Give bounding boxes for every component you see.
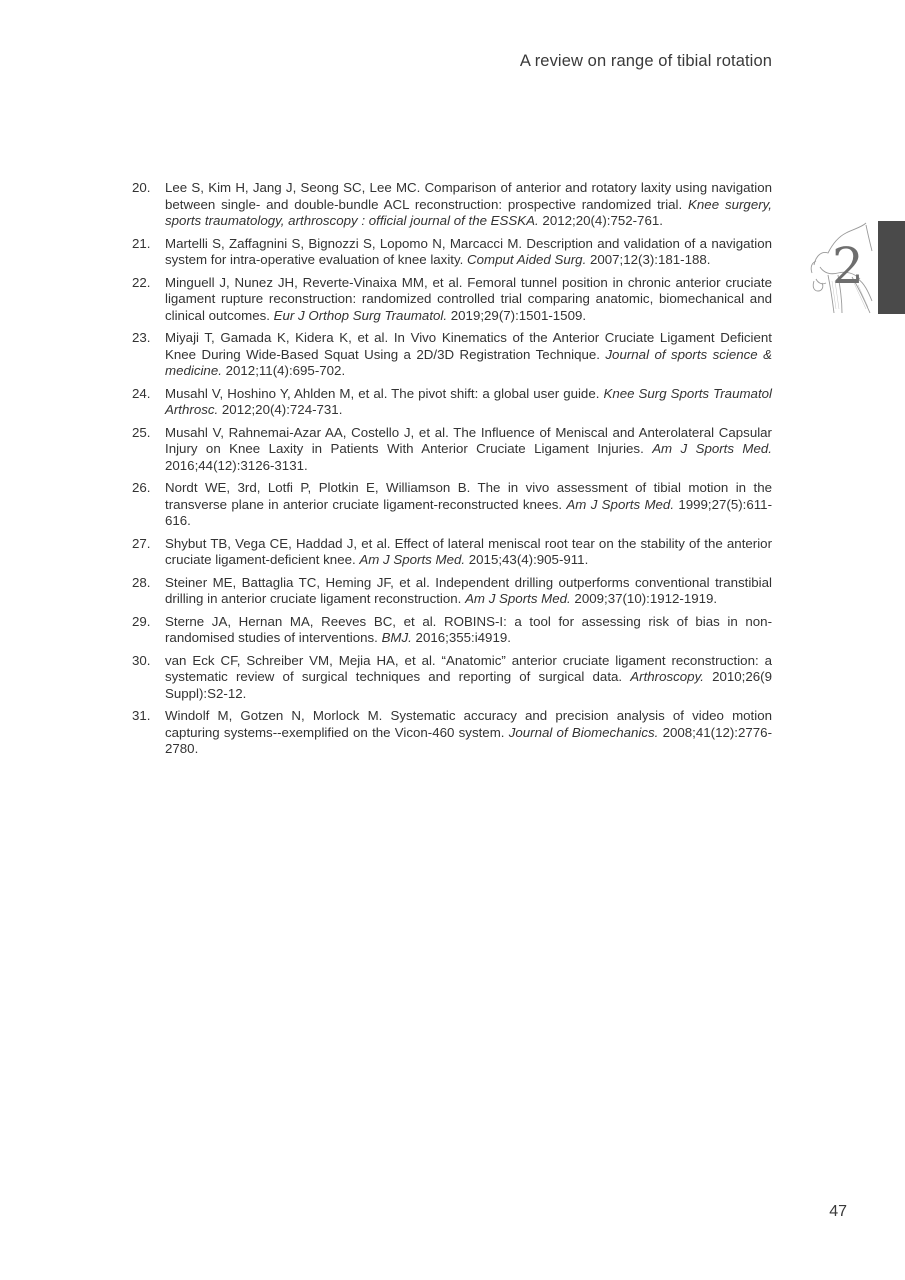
reference-volume: 2019;29(7):1501-1509. <box>447 307 587 323</box>
reference-journal: Am J Sports Med. <box>652 441 772 456</box>
reference-text: Musahl V, Hoshino Y, Ahlden M, et al. The pivot shift: a global user guide. <box>165 385 604 401</box>
reference-citation <box>165 708 772 758</box>
reference-text: Windolf M, Gotzen N, Morlock M. Systematic accuracy and precision analysis of video motion capturing systems--exemplified on the Vicon-460 system. <box>165 708 772 740</box>
reference-volume: 2016;44(12):3126-3131. <box>165 457 308 473</box>
reference-citation <box>165 480 772 530</box>
reference-number: 25. <box>132 424 151 440</box>
reference-text: Martelli S, Zaffagnini S, Bignozzi S, Lopomo N, Marcacci M. Description and validation of a navigation system for intra-operative evaluation of knee laxity. <box>165 235 772 267</box>
reference-number: 22. <box>132 274 151 290</box>
reference-text: Minguell J, Nunez JH, Reverte-Vinaixa MM, et al. Femoral tunnel position in chronic anterior cruciate ligament rupture reconstruction: randomized controlled trial comparing anatomic, biomechanical and clinical outcomes. <box>165 274 772 323</box>
reference-item <box>132 180 772 230</box>
chapter-number: 2 <box>832 237 864 295</box>
reference-journal: Journal of sports science & medicine. <box>165 346 772 378</box>
reference-number: 23. <box>132 330 151 345</box>
reference-number: 27. <box>132 535 151 551</box>
reference-number: 20. <box>132 180 151 195</box>
reference-item <box>132 536 772 569</box>
reference-number: 24. <box>132 385 151 401</box>
reference-item <box>132 575 772 608</box>
reference-citation <box>165 275 772 325</box>
reference-volume: 2016;355:i4919. <box>411 630 511 645</box>
running-header: A review on range of tibial rotation <box>519 52 772 70</box>
reference-item <box>132 330 772 380</box>
reference-volume: 2008;41(12):2776-2780. <box>165 724 772 756</box>
reference-text: Sterne JA, Hernan MA, Reeves BC, et al. ROBINS-I: a tool for assessing risk of bias in non-randomised studies of interventions. <box>165 613 772 645</box>
reference-volume: 1999;27(5):611-616. <box>165 496 772 528</box>
reference-journal: Am J Sports Med. <box>465 591 571 606</box>
reference-text: van Eck CF, Schreiber VM, Mejia HA, et al. “Anatomic” anterior cruciate ligament reconstruction: a systematic review of surgical techniques and reporting of surgical data. <box>165 652 772 684</box>
reference-journal: Am J Sports Med. <box>566 496 675 512</box>
reference-journal: BMJ. <box>381 630 412 645</box>
reference-number: 30. <box>132 652 151 668</box>
reference-list <box>132 180 772 764</box>
reference-item <box>132 386 772 419</box>
reference-number: 28. <box>132 574 151 590</box>
reference-number: 21. <box>132 235 151 251</box>
reference-item <box>132 614 772 647</box>
reference-volume: 2010;26(9 Suppl):S2-12. <box>165 669 772 701</box>
reference-journal: Comput Aided Surg. <box>467 252 587 267</box>
reference-citation <box>165 653 772 703</box>
reference-volume: 2007;12(3):181-188. <box>586 252 711 267</box>
reference-text: Shybut TB, Vega CE, Haddad J, et al. Effect of lateral meniscal root tear on the stability of the anterior cruciate ligament-deficient knee. <box>165 535 772 567</box>
reference-item <box>132 275 772 325</box>
reference-volume: 2015;43(4):905-911. <box>465 552 589 567</box>
reference-citation <box>165 330 772 380</box>
reference-volume: 2012;20(4):752-761. <box>538 213 663 228</box>
reference-citation <box>165 614 772 647</box>
page-number: 47 <box>829 1203 847 1220</box>
reference-text: Nordt WE, 3rd, Lotfi P, Plotkin E, Williamson B. The in vivo assessment of tibial motion in the transverse plane in anterior cruciate ligament-reconstructed knees. <box>165 480 772 512</box>
reference-volume: 2009;37(10):1912-1919. <box>570 591 718 606</box>
reference-volume: 2012;20(4):724-731. <box>218 402 343 417</box>
reference-item <box>132 236 772 269</box>
reference-item <box>132 480 772 530</box>
reference-number: 31. <box>132 708 151 723</box>
reference-number: 26. <box>132 480 151 495</box>
reference-volume: 2012;11(4):695-702. <box>221 363 346 378</box>
reference-text: Miyaji T, Gamada K, Kidera K, et al. In Vivo Kinematics of the Anterior Cruciate Ligament Deficient Knee During Wide-Based Squat Using a 2D/3D Registration Technique. <box>165 330 772 362</box>
reference-text: Musahl V, Rahnemai-Azar AA, Costello J, et al. The Influence of Meniscal and Anterolateral Capsular Injury on Knee Laxity in Patients With Anterior Cruciate Ligament Injuries. <box>165 424 772 456</box>
reference-item <box>132 708 772 758</box>
reference-item <box>132 653 772 703</box>
chapter-tab <box>878 221 905 314</box>
reference-citation <box>165 425 772 475</box>
reference-journal: Arthroscopy. <box>630 669 704 684</box>
reference-journal: Am J Sports Med. <box>359 552 466 567</box>
reference-journal: Knee Surg Sports Traumatol Arthrosc. <box>165 385 772 417</box>
reference-text: Lee S, Kim H, Jang J, Seong SC, Lee MC. Comparison of anterior and rotatory laxity using navigation between single- and double-bundle ACL reconstruction: prospective randomized trial. <box>165 180 772 212</box>
reference-journal: Journal of Biomechanics. <box>508 724 659 740</box>
reference-citation <box>165 180 772 230</box>
reference-citation <box>165 536 772 569</box>
reference-number: 29. <box>132 613 151 629</box>
reference-item <box>132 425 772 475</box>
reference-citation <box>165 386 772 419</box>
reference-text: Steiner ME, Battaglia TC, Heming JF, et al. Independent drilling outperforms conventional transtibial drilling in anterior cruciate ligament reconstruction. <box>165 574 772 606</box>
reference-citation <box>165 236 772 269</box>
reference-citation <box>165 575 772 608</box>
reference-journal: Knee surgery, sports traumatology, arthroscopy : official journal of the ESSKA. <box>165 196 773 228</box>
reference-journal: Eur J Orthop Surg Traumatol. <box>273 307 448 323</box>
